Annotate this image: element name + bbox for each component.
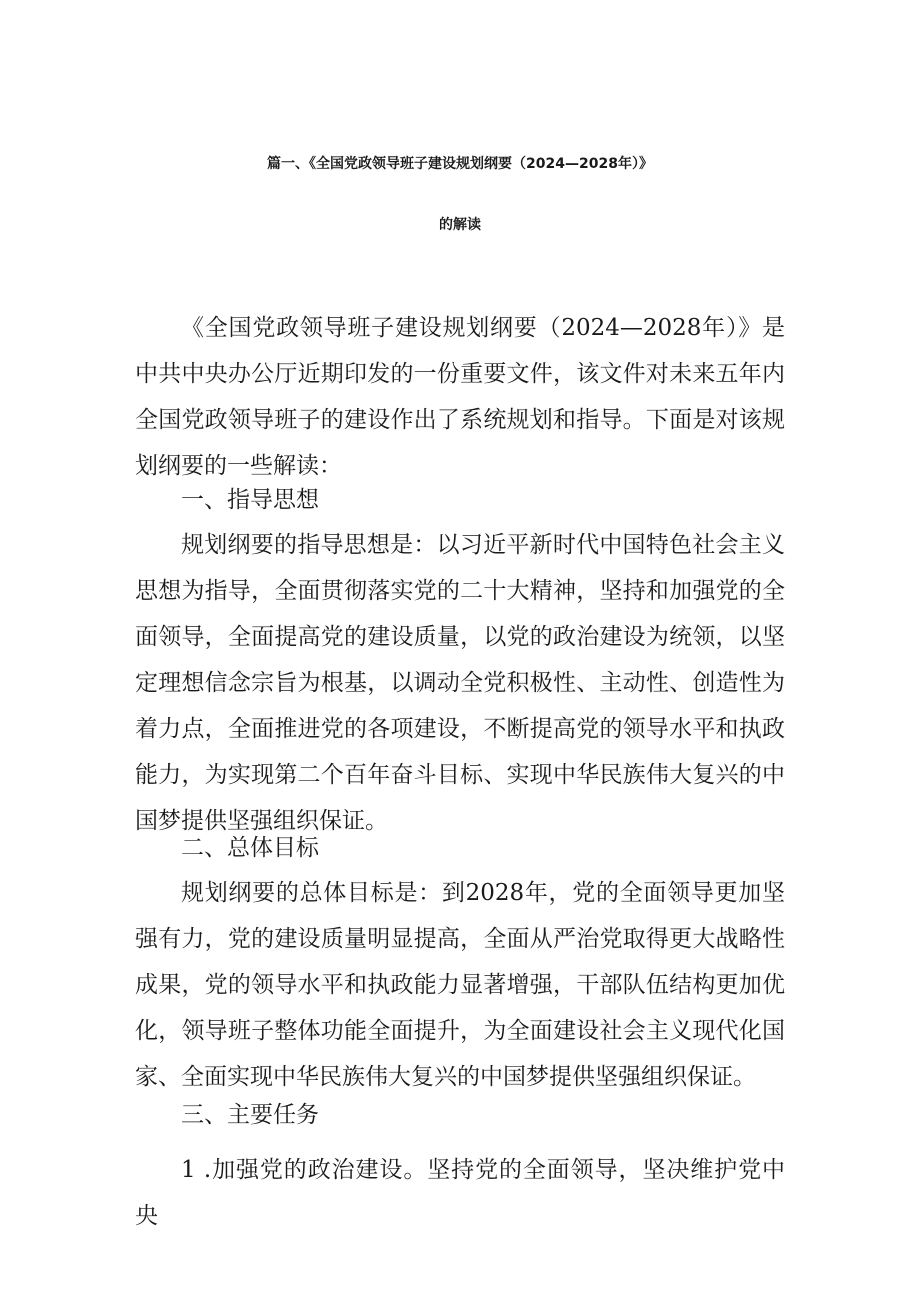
document-title-line1: 篇一、《全国党政领导班子建设规划纲要（2024—2028年）》 [267,156,653,172]
section-heading-guiding-ideology: 一、指导思想 [181,487,319,513]
document-title-line2: 的解读 [439,217,481,233]
section-body-main-tasks: 1 .加强党的政治建设。坚持党的全面领导，坚决维护党中央 [135,1157,785,1229]
section-heading-overall-goal: 二、总体目标 [181,835,319,861]
section-heading-main-tasks: 三、主要任务 [181,1102,319,1128]
section-body-guiding-ideology: 规划纲要的指导思想是：以习近平新时代中国特色社会主义思想为指导，全面贯彻落实党的二十大精神，坚持和加强党的全面领导，全面提高党的建设质量，以党的政治建设为统领，以坚定理想信念宗旨为根基，以调动全党积极性、主动性、创造性为着力点，全面推进党的各项建设，不断提高党的领导水平和执政能力，为实现第二个百年奋斗目标、实现中华民族伟大复兴的中国梦提供坚强组织保证。 [135,532,785,834]
intro-paragraph: 《全国党政领导班子建设规划纲要（2024—2028年）》是中共中央办公厅近期印发的一份重要文件，该文件对未来五年内全国党政领导班子的建设作出了系统规划和指导。下面是对该规划纲要的一些解读： [135,315,785,479]
section-body-overall-goal: 规划纲要的总体目标是：到2028年，党的全面领导更加坚强有力，党的建设质量明显提高，全面从严治党取得更大战略性成果，党的领导水平和执政能力显著增强，干部队伍结构更加优化，领导班子整体功能全面提升，为全面建设社会主义现代化国家、全面实现中华民族伟大复兴的中国梦提供坚强组织保证。 [135,880,785,1090]
